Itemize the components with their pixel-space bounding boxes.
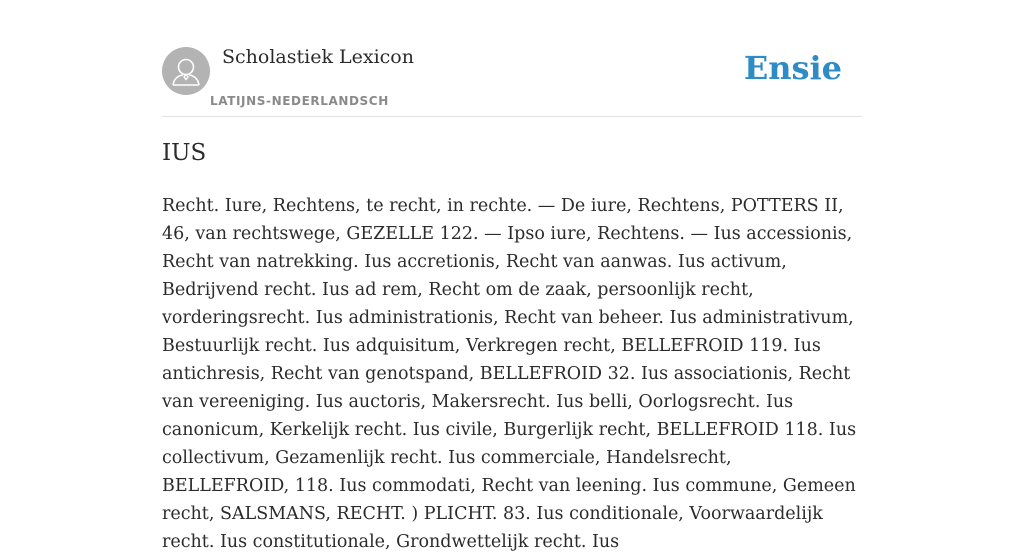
user-silhouette-icon — [162, 47, 210, 95]
entry-body: Recht. Iure, Rechtens, te recht, in rechte. — De iure, Rechtens, POTTERS II, 46, van rechtswege, GEZELLE 122. — Ipso iure, Rechtens. — Ius accessionis, Recht van natrekking. Ius accretionis, Recht van aanwas. Ius activum, Bedrijvend recht. Ius ad rem, Recht om de zaak, persoonlijk recht, vorderingsrecht. Ius administrationis, Recht van beheer. Ius administrativum, Bestuurlijk recht. Ius adquisitum, Verkregen recht, BELLEFROID 119. Ius antichresis, Recht van genotspand, BELLEFROID 32. Ius associationis, Recht van vereeniging. Ius auctoris, Makersrecht. Ius belli, Oorlogsrecht. Ius canonicum, Kerkelijk recht. Ius civile, Burgerlijk recht, BELLEFROID 118. Ius collectivum, Gezamenlijk recht. Ius commerciale, Handelsrecht, BELLEFROID, 118. Ius commodati, Recht van leening. Ius commune, Gemeen recht, SALSMANS, RECHT. ) PLICHT. 83. Ius conditionale, Voorwaardelijk recht. Ius constitutionale, Grondwettelijk recht. Ius — [162, 196, 857, 552]
entry-title: IUS — [162, 140, 207, 166]
entry-header — [162, 44, 862, 117]
dictionary-subtitle: LATIJNS-NEDERLANDSCH — [210, 94, 389, 108]
brand-logo[interactable]: Ensie — [743, 49, 842, 87]
author-avatar[interactable] — [162, 47, 210, 95]
author-name[interactable]: Scholastiek Lexicon — [222, 46, 414, 68]
